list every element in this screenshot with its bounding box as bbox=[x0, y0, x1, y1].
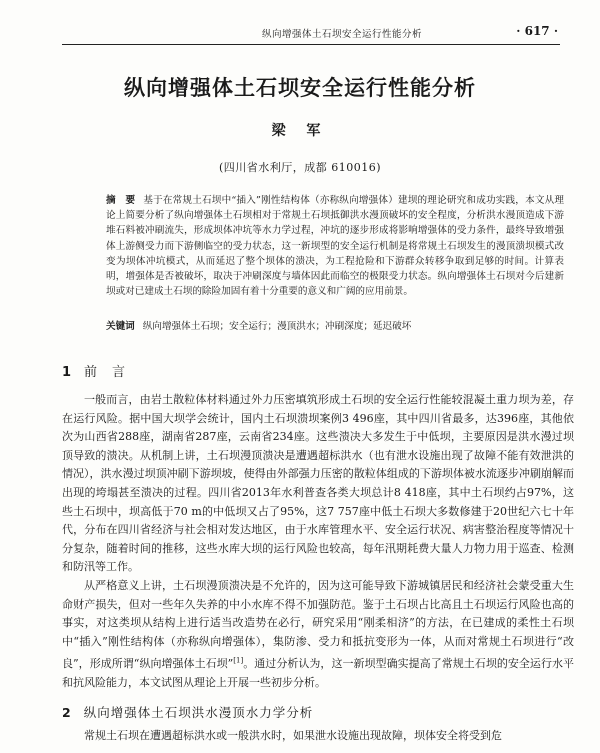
paper-title: 纵向增强体土石坝安全运行性能分析 bbox=[124, 76, 476, 100]
citation-marker: [1] bbox=[233, 656, 244, 665]
body-paragraph bbox=[62, 577, 574, 692]
keywords-text: 纵向增强体土石坝；安全运行；漫顶洪水；冲刷深度；延迟破坏 bbox=[142, 321, 412, 332]
abstract bbox=[106, 193, 564, 299]
running-header bbox=[62, 24, 560, 45]
section-body-introduction bbox=[62, 391, 574, 692]
author-affiliation: (四川省水利厅，成都 610016) bbox=[218, 161, 382, 174]
author-name: 梁 军 bbox=[271, 123, 329, 139]
section-number: 2 bbox=[62, 705, 72, 720]
section-number: 1 bbox=[62, 365, 73, 380]
keywords bbox=[106, 319, 564, 334]
section-heading-hydraulics bbox=[62, 703, 313, 721]
running-title: 纵向增强体土石坝安全运行性能分析 bbox=[262, 29, 423, 40]
section-heading-introduction bbox=[62, 361, 126, 380]
section-body-hydraulics bbox=[62, 727, 574, 753]
body-paragraph: 常规土石坝在遭遇超标洪水或一般洪水时，如果泄水设施出现故障，坝体安全将受到危 bbox=[84, 729, 502, 742]
body-paragraph: 一般而言，由岩土散粒体材料通过外力压密填筑形成土石坝的安全运行性能较混凝土重力坝为差，存在运行风险。据中国大坝学会统计，国内土石坝溃坝案例3 496座，其中四川省最多，达396座，其他依次为山西省288座，湖南省287座，云南省234座。这些溃决大多发生于中低坝，主要原因是洪水漫过坝顶导致的溃决。从机制上讲，土石坝漫顶溃决是遭遇超标洪水（也有泄水设施出现了故障不能有效泄洪的情况），洪水漫过坝顶冲刷下游坝坡，使得由外部强力压密的散粒体组成的下游坝体被水流逐步冲刷崩解而出现的垮塌甚至溃决的过程。四川省2013年水利普查各类大坝总计8 418座，其中土石坝约占97%，这些土石坝中，坝高低于70 m的中低坝又占了95%，这7 757座中低土石坝大多数修建于20世纪六七十年代，分布在四川省经济与社会相对发达地区，由于水库管理水平、安全运行状况、病害整治程度等情况十分复杂，随着时间的推移，这些水库大坝的运行风险也较高，每年汛期耗费大量人力物力用于巡查、检测和防汛等工作。 bbox=[62, 393, 574, 574]
section-title: 纵向增强体土石坝洪水漫顶水力学分析 bbox=[83, 705, 314, 720]
keywords-label: 关键词 bbox=[106, 321, 135, 332]
section-title: 前 言 bbox=[84, 365, 127, 380]
abstract-label: 摘 要 bbox=[106, 195, 136, 206]
page-number: · 617 · bbox=[516, 24, 558, 38]
abstract-text: 基于在常规土石坝中“插入”刚性结构体（亦称纵向增强体）建坝的理论研究和成功实践，本文从理论上简要分析了纵向增强体土石坝相对于常规土石坝抵御洪水漫顶破坏的安全程度，分析洪水漫顶造成下游堆石料被冲刷流失，形成坝体冲坑等水力学过程，冲坑的逐步形成将影响增强体的受力条件，最终导致增强体上游侧受力而下游侧临空的受力状态，这一新坝型的安全运行机制是将常规土石坝发生的漫顶溃坝模式改变为坝体冲坑模式，从而延迟了整个坝体的溃决，为工程抢险和下游群众转移争取到足够的时间。计算表明，增强体是否被破坏，取决于冲刷深度与墙体因此而临空的极限受力状态。纵向增强体土石坝对今后建新坝或对已建成土石坝的除险加固有着十分重要的意义和广阔的应用前景。 bbox=[106, 195, 565, 298]
paragraph-text: 从严格意义上讲，土石坝漫顶溃决是不允许的，因为这可能导致下游城镇居民和经济社会蒙受重大生命财产损失，但对一些年久失养的中小水库不得不加强防范。鉴于土石坝占比高且土石坝运行风险也高的事实，对这类坝从结构上进行适当改造势在必行，研究采用“刚柔相济”的方法，在已建成的柔性土石坝中“插入”刚性结构体（亦称纵向增强体），集防渗、受力和抵抗变形为一体，从而对常规土石坝进行“改良”，形成所谓“纵向增强体土石坝”[1]。通过分析认为，这一新坝型确实提高了常规土石坝的安全运行水平和抗风险能力，本文试图从理论上开展一些初步分析。 bbox=[62, 578, 575, 689]
